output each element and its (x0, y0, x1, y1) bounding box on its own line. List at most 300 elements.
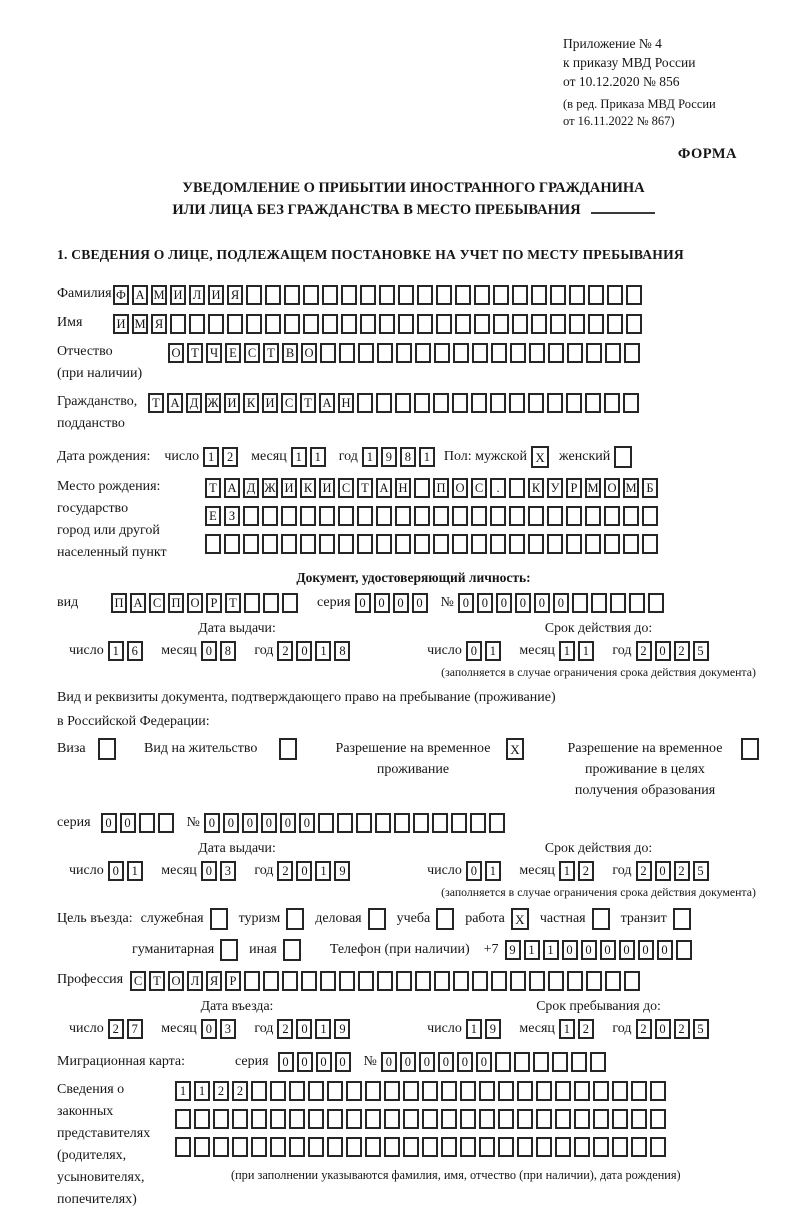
char-cell (514, 1052, 530, 1072)
char-cell: 0 (515, 593, 531, 613)
stay-until-heading: Срок пребывания до: (536, 998, 661, 1013)
char-cell (548, 343, 564, 363)
profession-label: Профессия (57, 972, 124, 987)
char-cell (394, 813, 410, 833)
char-cell (531, 285, 547, 305)
char-cell: Я (227, 285, 243, 305)
char-cell (338, 506, 354, 526)
char-cell (590, 1052, 606, 1072)
char-cell: 0 (201, 861, 217, 881)
char-cell (417, 314, 433, 334)
char-cell (491, 343, 507, 363)
char-cell (571, 1052, 587, 1072)
char-cell: 0 (335, 1052, 351, 1072)
char-cell: 0 (296, 641, 312, 661)
char-cell (623, 393, 639, 413)
char-cell: К (300, 478, 316, 498)
char-cell: 1 (362, 447, 378, 467)
char-cell: . (490, 478, 506, 498)
representatives-note: (при заполнении указываются фамилия, имя, отчество (при наличии), дата рождения) (231, 1168, 681, 1182)
char-cell (550, 314, 566, 334)
char-cell (413, 813, 429, 833)
char-cell: Е (205, 506, 221, 526)
char-cell (436, 314, 452, 334)
char-cell (536, 1137, 552, 1157)
sex-male-checkbox: X (531, 446, 549, 468)
char-cell: 0 (477, 593, 493, 613)
char-cell (441, 1137, 457, 1157)
char-cell: Ж (262, 478, 278, 498)
char-cell: 0 (108, 861, 124, 881)
issue-month-label: месяц (161, 643, 197, 658)
valid-day-cells (466, 643, 504, 658)
char-cell (358, 343, 374, 363)
char-cell: 0 (381, 1052, 397, 1072)
char-cell (358, 971, 374, 991)
char-cell: Д (186, 393, 202, 413)
char-cell (414, 534, 430, 554)
char-cell (433, 506, 449, 526)
char-cell (650, 1109, 666, 1129)
entry-month-cells (201, 1021, 239, 1036)
char-cell: 0 (201, 641, 217, 661)
char-cell (566, 534, 582, 554)
purpose-official: служебная (141, 908, 228, 930)
char-cell (243, 506, 259, 526)
migration-series-label: серия (235, 1053, 269, 1069)
char-cell (194, 1137, 210, 1157)
firstname-label: Имя (57, 315, 83, 330)
char-cell: 9 (334, 861, 350, 881)
char-cell (376, 506, 392, 526)
char-cell: 2 (636, 641, 652, 661)
char-cell (346, 1109, 362, 1129)
char-cell (322, 285, 338, 305)
field-firstname (57, 312, 770, 335)
char-cell (624, 971, 640, 991)
char-cell (346, 1081, 362, 1101)
char-cell (433, 393, 449, 413)
char-cell (384, 1081, 400, 1101)
char-cell (265, 314, 281, 334)
stay-year-label: год (612, 1021, 632, 1036)
char-cell: 1 (578, 641, 594, 661)
title-blank-underline (591, 200, 655, 214)
char-cell (623, 534, 639, 554)
title-line-1: УВЕДОМЛЕНИЕ О ПРИБЫТИИ ИНОСТРАННОГО ГРАЖДАНИНА (182, 180, 645, 196)
birth-day-label: число (164, 448, 200, 464)
char-cell (460, 1109, 476, 1129)
char-cell (676, 940, 692, 960)
purpose-humanitarian-checkbox (220, 939, 238, 961)
char-cell: О (187, 593, 203, 613)
char-cell: О (168, 343, 184, 363)
char-cell (509, 478, 525, 498)
residence-valid-day-label: число (427, 863, 462, 878)
char-cell (251, 1109, 267, 1129)
char-cell: 5 (693, 1019, 709, 1039)
char-cell (284, 285, 300, 305)
purpose-tourism: туризм (239, 908, 305, 930)
char-cell (593, 1137, 609, 1157)
profession-cells (130, 969, 643, 992)
char-cell: А (224, 478, 240, 498)
birth-date-label: Дата рождения: (57, 448, 151, 464)
stay-day-label: число (427, 1021, 462, 1036)
char-cell (605, 971, 621, 991)
char-cell (441, 1081, 457, 1101)
identity-number-label: № (440, 594, 454, 610)
char-cell (139, 813, 155, 833)
char-cell (529, 971, 545, 991)
identity-kind-cells (111, 591, 301, 614)
char-cell (379, 285, 395, 305)
stay-month-label: месяц (519, 1021, 555, 1036)
char-cell (322, 314, 338, 334)
appendix-line: от 10.12.2020 № 856 (563, 74, 680, 89)
residence-doc-intro1: Вид и реквизиты документа, подтверждающего право на пребывание (проживание) (57, 690, 556, 705)
char-cell: 0 (655, 641, 671, 661)
field-identity-doc (57, 591, 770, 614)
char-cell (493, 314, 509, 334)
char-cell (498, 1137, 514, 1157)
identity-valid-block (427, 620, 770, 680)
char-cell: Р (566, 478, 582, 498)
visa-checkbox (98, 738, 116, 760)
char-cell (282, 593, 298, 613)
char-cell: 0 (496, 593, 512, 613)
issue-year-cells (277, 643, 353, 658)
char-cell (270, 1137, 286, 1157)
char-cell (244, 593, 260, 613)
char-cell (357, 534, 373, 554)
surname-cells (113, 283, 645, 306)
char-cell: И (319, 478, 335, 498)
char-cell (208, 314, 224, 334)
identity-number-cells (458, 591, 667, 614)
char-cell (422, 1137, 438, 1157)
char-cell (490, 534, 506, 554)
residence-series-label: серия (57, 814, 91, 830)
char-cell: 2 (578, 861, 594, 881)
char-cell: Т (300, 393, 316, 413)
char-cell (320, 343, 336, 363)
char-cell (346, 1137, 362, 1157)
purpose-official-checkbox (210, 908, 228, 930)
char-cell: Я (151, 314, 167, 334)
char-cell: 0 (657, 940, 673, 960)
char-cell (251, 1081, 267, 1101)
char-cell: Л (187, 971, 203, 991)
residence-issue-year-cells (277, 863, 353, 878)
char-cell (612, 1109, 628, 1129)
char-cell (415, 343, 431, 363)
residence-permit-checkbox (279, 738, 297, 760)
char-cell: 0 (655, 1019, 671, 1039)
field-surname (57, 283, 770, 306)
residence-doc-intro2: в Российской Федерации: (57, 714, 210, 729)
char-cell (552, 1052, 568, 1072)
purpose-business-checkbox (368, 908, 386, 930)
char-cell (517, 1137, 533, 1157)
temp-residence-checkbox: X (506, 738, 524, 760)
char-cell (308, 1137, 324, 1157)
entry-year-label: год (254, 1021, 274, 1036)
char-cell: 0 (466, 641, 482, 661)
char-cell (650, 1137, 666, 1157)
char-cell (417, 285, 433, 305)
char-cell: 1 (291, 447, 307, 467)
purpose-other-checkbox (283, 939, 301, 961)
char-cell (300, 506, 316, 526)
identity-doc-heading: Документ, удостоверяющий личность: (296, 570, 531, 585)
char-cell: 0 (600, 940, 616, 960)
char-cell (574, 1137, 590, 1157)
residence-valid-day-cells (466, 863, 504, 878)
purpose-private: частная (540, 908, 610, 930)
char-cell: 2 (232, 1081, 248, 1101)
option-temp-residence (327, 738, 524, 801)
char-cell (629, 593, 645, 613)
char-cell: Н (395, 478, 411, 498)
char-cell: 0 (581, 940, 597, 960)
char-cell (284, 314, 300, 334)
birth-place-row2 (205, 504, 661, 527)
char-cell: Т (357, 478, 373, 498)
char-cell (282, 971, 298, 991)
char-cell (434, 971, 450, 991)
entry-stay-dates (57, 998, 770, 1040)
char-cell: 0 (204, 813, 220, 833)
char-cell (376, 534, 392, 554)
char-cell (422, 1081, 438, 1101)
char-cell (547, 506, 563, 526)
char-cell (262, 534, 278, 554)
char-cell (158, 813, 174, 833)
char-cell (189, 314, 205, 334)
purpose-tourism-checkbox (286, 908, 304, 930)
char-cell (433, 534, 449, 554)
char-cell (517, 1109, 533, 1129)
char-cell: 1 (203, 447, 219, 467)
char-cell: 0 (261, 813, 277, 833)
char-cell: С (338, 478, 354, 498)
char-cell: 2 (277, 641, 293, 661)
char-cell: 3 (220, 861, 236, 881)
char-cell (490, 393, 506, 413)
char-cell (398, 285, 414, 305)
char-cell (612, 1137, 628, 1157)
birth-place-cells (205, 476, 661, 560)
char-cell (528, 506, 544, 526)
char-cell (574, 1109, 590, 1129)
temp-residence-education-checkbox (741, 738, 759, 760)
title-line-2: ИЛИ ЛИЦА БЕЗ ГРАЖДАНСТВА В МЕСТО ПРЕБЫВАНИЯ (57, 199, 770, 221)
char-cell: У (547, 478, 563, 498)
char-cell: О (168, 971, 184, 991)
char-cell: Т (263, 343, 279, 363)
char-cell: 1 (543, 940, 559, 960)
char-cell (642, 506, 658, 526)
char-cell: А (132, 285, 148, 305)
char-cell: И (170, 285, 186, 305)
char-cell: А (130, 593, 146, 613)
char-cell (591, 593, 607, 613)
char-cell: П (433, 478, 449, 498)
char-cell (415, 971, 431, 991)
sex-male-label: Пол: мужской (443, 448, 528, 464)
residence-validity-note: (заполняется в случае ограничения срока действия документа) (441, 885, 756, 899)
char-cell (471, 534, 487, 554)
char-cell: 2 (108, 1019, 124, 1039)
char-cell: 1 (310, 447, 326, 467)
char-cell: 0 (299, 813, 315, 833)
stay-month-cells (559, 1021, 597, 1036)
char-cell (403, 1081, 419, 1101)
char-cell (360, 285, 376, 305)
document-title (57, 177, 770, 221)
edition-line: (в ред. Приказа МВД России (563, 97, 716, 111)
residence-series-cells (101, 811, 177, 834)
form-marker: ФОРМА (677, 146, 737, 162)
char-cell (263, 593, 279, 613)
purpose-study-checkbox (436, 908, 454, 930)
field-residence-doc-number (57, 811, 770, 834)
char-cell (479, 1137, 495, 1157)
char-cell: 0 (638, 940, 654, 960)
char-cell (339, 343, 355, 363)
residence-valid-year-label: год (612, 863, 632, 878)
patronymic-label: Отчество (при наличии) (57, 344, 143, 381)
char-cell (308, 1081, 324, 1101)
char-cell: 1 (559, 861, 575, 881)
purpose-private-checkbox (592, 908, 610, 930)
birth-place-row1 (205, 476, 661, 499)
char-cell (414, 393, 430, 413)
char-cell: 0 (619, 940, 635, 960)
char-cell (555, 1109, 571, 1129)
char-cell: 5 (693, 641, 709, 661)
temp-residence-label: Разрешение на временное проживание (335, 741, 491, 777)
char-cell (460, 1081, 476, 1101)
char-cell: 6 (127, 641, 143, 661)
char-cell: 1 (559, 1019, 575, 1039)
char-cell (319, 506, 335, 526)
char-cell (434, 343, 450, 363)
purpose-transit: транзит (621, 908, 691, 930)
char-cell: 8 (220, 641, 236, 661)
char-cell (642, 534, 658, 554)
char-cell (626, 314, 642, 334)
char-cell (512, 285, 528, 305)
char-cell (472, 971, 488, 991)
char-cell: 0 (412, 593, 428, 613)
residence-valid-month-label: месяц (519, 863, 555, 878)
phone-label: Телефон (при наличии) (329, 941, 470, 957)
char-cell (509, 534, 525, 554)
identity-valid-heading: Срок действия до: (544, 620, 653, 635)
char-cell (414, 506, 430, 526)
field-patronymic (57, 341, 770, 385)
birth-month-label: месяц (251, 448, 287, 464)
representatives-cells (175, 1079, 681, 1183)
char-cell: 5 (693, 861, 709, 881)
migration-series-cells (278, 1050, 354, 1073)
char-cell (567, 343, 583, 363)
char-cell (251, 1137, 267, 1157)
char-cell (395, 506, 411, 526)
purpose-work: работа X (465, 908, 529, 930)
char-cell: И (262, 393, 278, 413)
char-cell (365, 1081, 381, 1101)
citizenship-cells (148, 391, 642, 414)
identity-issue-heading: Дата выдачи: (198, 620, 276, 635)
identity-doc-dates (57, 620, 770, 680)
char-cell (360, 314, 376, 334)
entry-day-cells (108, 1021, 146, 1036)
char-cell: П (168, 593, 184, 613)
char-cell (337, 813, 353, 833)
char-cell: 0 (242, 813, 258, 833)
char-cell (547, 534, 563, 554)
char-cell (574, 1081, 590, 1101)
char-cell (175, 1137, 191, 1157)
char-cell (566, 506, 582, 526)
identity-kind-label: вид (57, 594, 79, 610)
char-cell (460, 1137, 476, 1157)
char-cell (398, 314, 414, 334)
char-cell (604, 534, 620, 554)
purpose-transit-checkbox (673, 908, 691, 930)
residence-issue-day-cells (108, 863, 146, 878)
char-cell (422, 1109, 438, 1129)
field-citizenship (57, 391, 770, 435)
char-cell (472, 343, 488, 363)
char-cell: 1 (485, 641, 501, 661)
char-cell (453, 343, 469, 363)
char-cell: Р (206, 593, 222, 613)
char-cell (550, 285, 566, 305)
stay-year-cells (636, 1021, 712, 1036)
char-cell (548, 971, 564, 991)
char-cell (232, 1109, 248, 1129)
char-cell (356, 813, 372, 833)
char-cell: С (149, 593, 165, 613)
char-cell (607, 285, 623, 305)
char-cell: С (281, 393, 297, 413)
char-cell (175, 1109, 191, 1129)
char-cell: А (376, 478, 392, 498)
char-cell (455, 314, 471, 334)
field-representatives (57, 1079, 770, 1211)
char-cell: 0 (297, 1052, 313, 1072)
char-cell: 1 (315, 861, 331, 881)
char-cell: 0 (278, 1052, 294, 1072)
phone-cells (505, 938, 695, 961)
char-cell (498, 1081, 514, 1101)
entry-year-cells (277, 1021, 353, 1036)
sex-female-checkbox (614, 446, 632, 468)
char-cell: 1 (108, 641, 124, 661)
char-cell (377, 343, 393, 363)
char-cell (495, 1052, 511, 1072)
field-profession (57, 969, 770, 992)
char-cell (452, 534, 468, 554)
char-cell (612, 1081, 628, 1101)
char-cell (471, 393, 487, 413)
surname-label: Фамилия (57, 286, 112, 301)
char-cell (281, 534, 297, 554)
